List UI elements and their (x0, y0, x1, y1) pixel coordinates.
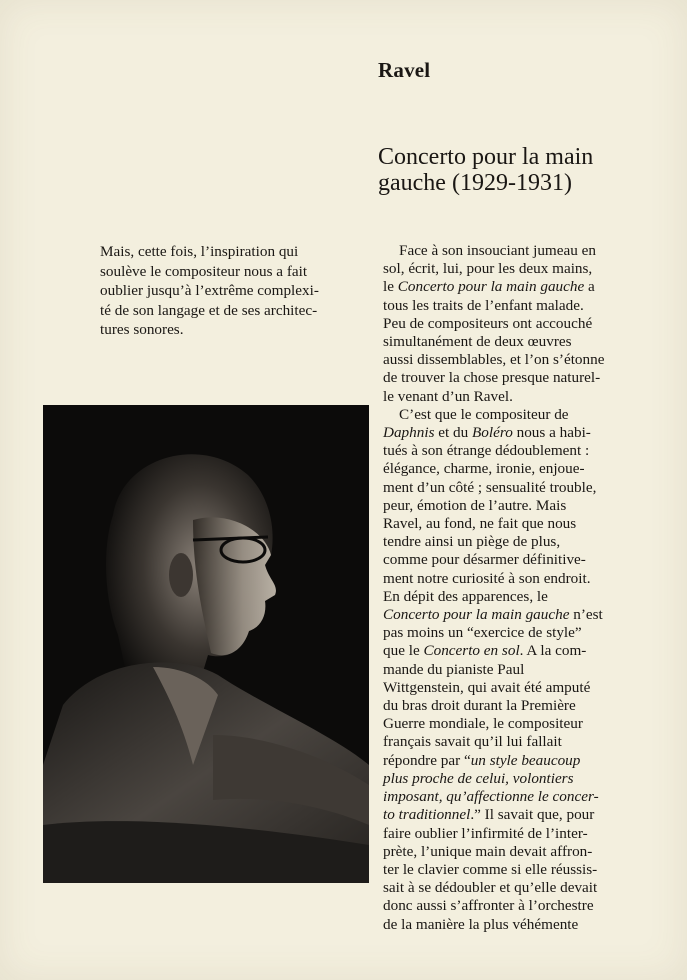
work-title-line: Concerto pour la main (378, 144, 594, 170)
text-run: tous les traits de l’enfant malade. (383, 296, 584, 314)
text-line (383, 570, 658, 588)
text-line (383, 788, 658, 806)
text-line (383, 388, 658, 406)
text-run: ment d’un côté ; sensualité trouble, (383, 478, 597, 496)
italic-run: Concerto pour la main gauche (397, 278, 585, 296)
text-run: . A la com- (519, 642, 587, 660)
main-text-column (383, 242, 658, 934)
text-line (383, 351, 658, 369)
text-line (383, 479, 658, 497)
text-line (383, 369, 658, 387)
text-line (383, 715, 658, 733)
composer-heading: Ravel (378, 58, 431, 82)
text-line (383, 315, 658, 333)
work-title-line: gauche (1929-1931) (378, 170, 572, 196)
text-line (383, 260, 658, 278)
text-line (383, 460, 658, 478)
text-run: aussi dissemblables, et l’on s’étonne (383, 351, 605, 369)
italic-run: imposant, qu’affectionne le concer- (383, 788, 599, 806)
text-run: de trouver la chose presque naturel- (383, 369, 601, 387)
text-run: prète, l’unique main devait affron- (383, 842, 593, 860)
text-line (383, 697, 658, 715)
text-line (383, 497, 658, 515)
text-run: ment notre curiosité à son endroit. (383, 569, 591, 587)
italic-run: Concerto pour la main gauche (383, 606, 570, 624)
text-run: Face à son insouciant jumeau en (399, 242, 596, 259)
text-run: français savait qu’il lui fallait (383, 733, 562, 751)
text-run: que le (383, 642, 424, 660)
text-run: du bras droit durant la Première (383, 697, 576, 715)
text-run: n’est (569, 606, 603, 624)
text-line (383, 515, 658, 533)
text-line (383, 806, 658, 824)
text-line (383, 661, 658, 679)
text-run: comme pour désarmer définitive- (383, 551, 586, 569)
intro-line: tures sonores. (100, 321, 184, 338)
text-line (383, 406, 658, 424)
work-title (378, 144, 658, 196)
text-run: tendre ainsi un piège de plus, (383, 533, 561, 551)
text-run: et du (434, 424, 473, 442)
intro-line: oublier jusqu’à l’extrême complexi- (100, 282, 319, 299)
text-run: répondre par “ (383, 751, 471, 769)
text-run: sait à se dédoubler et qu’elle devait (383, 879, 598, 897)
text-line (383, 278, 658, 296)
intro-paragraph (100, 242, 362, 340)
text-line (383, 533, 658, 551)
text-run: .” Il savait que, pour (470, 806, 595, 824)
intro-line: té de son langage et de ses architec- (100, 301, 318, 319)
text-run: simultanément de deux œuvres (383, 333, 572, 351)
text-line (383, 825, 658, 843)
text-run: nous a habi- (512, 424, 591, 442)
text-run: Guerre mondiale, le compositeur (383, 715, 583, 733)
italic-run: Boléro (472, 424, 513, 442)
text-line (383, 843, 658, 861)
text-run: pas moins un “exercice de style” (383, 624, 582, 642)
text-line (383, 770, 658, 788)
text-line (383, 916, 658, 934)
text-line (383, 424, 658, 442)
text-line (383, 442, 658, 460)
text-run: Peu de compositeurs ont accouché (383, 314, 593, 332)
intro-line: soulève le compositeur nous a fait (100, 262, 308, 280)
text-line (383, 897, 658, 915)
text-run: C’est que le compositeur de (399, 405, 569, 423)
text-run: le venant d’un Ravel. (383, 387, 513, 405)
italic-run: to traditionnel (383, 806, 471, 824)
text-line (383, 752, 658, 770)
text-line (383, 551, 658, 569)
text-line (383, 588, 658, 606)
text-line (383, 297, 658, 315)
composer-portrait-photo (43, 405, 369, 883)
text-run: faire oublier l’infirmité de l’inter- (383, 824, 588, 842)
text-run: de la manière la plus véhémente (383, 915, 579, 933)
text-line (383, 642, 658, 660)
text-line (383, 861, 658, 879)
text-run: mande du pianiste Paul (383, 660, 525, 678)
italic-run: Concerto en sol (423, 642, 520, 660)
text-run: Wittgenstein, qui avait été amputé (383, 678, 591, 696)
text-run: Ravel, au fond, ne fait que nous (383, 515, 577, 533)
text-line (383, 242, 658, 260)
text-run: élégance, charme, ironie, enjoue- (383, 460, 585, 478)
text-line (383, 879, 658, 897)
text-line (383, 733, 658, 751)
text-run: a (584, 278, 595, 296)
text-line (383, 333, 658, 351)
portrait-illustration (43, 405, 369, 883)
intro-line: Mais, cette fois, l’inspiration qui (100, 243, 299, 260)
text-run: En dépit des apparences, le (383, 587, 548, 605)
text-run: donc aussi s’affronter à l’orchestre (383, 897, 594, 915)
text-line (383, 624, 658, 642)
text-run: peur, émotion de l’autre. Mais (383, 496, 567, 514)
text-run: ter le clavier comme si elle réussis- (383, 860, 598, 878)
text-run: le (383, 278, 398, 296)
text-run: tués à son étrange dédoublement : (383, 442, 590, 460)
italic-run: un style beaucoup (470, 751, 581, 769)
italic-run: Daphnis (383, 424, 435, 442)
italic-run: plus proche de celui, volontiers (383, 769, 574, 787)
text-line (383, 679, 658, 697)
text-line (383, 606, 658, 624)
text-run: sol, écrit, lui, pour les deux mains, (383, 260, 593, 278)
